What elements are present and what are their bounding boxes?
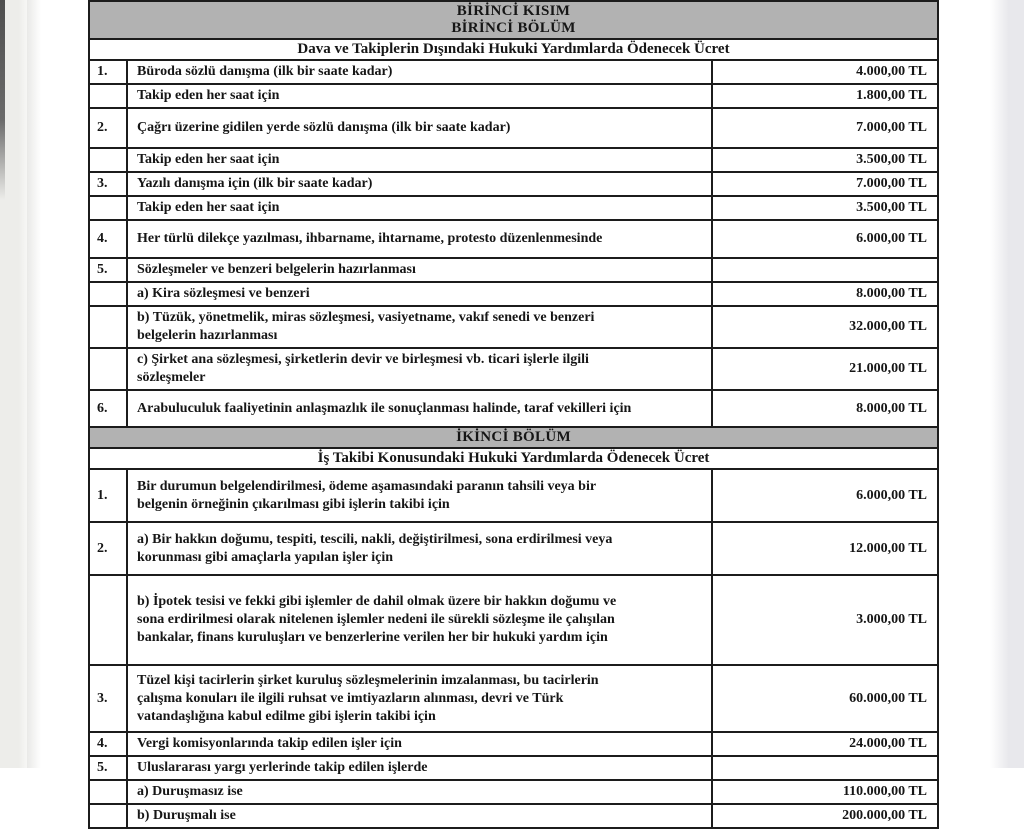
row-price: 12.000,00 TL <box>712 522 938 575</box>
row-price <box>712 756 938 780</box>
row-description: Yazılı danışma için (ilk bir saate kadar) <box>127 172 712 196</box>
fee-row <box>89 732 938 756</box>
row-number <box>89 306 127 348</box>
row-description: Çağrı üzerine gidilen yerde sözlü danışma (ilk bir saate kadar) <box>127 108 712 148</box>
section-1-title: BİRİNCİ BÖLÜM <box>451 20 576 36</box>
row-number <box>89 348 127 390</box>
row-description: Her türlü dilekçe yazılması, ihbarname, ihtarname, protesto düzenlenmesinde <box>127 220 712 258</box>
row-description: a) Duruşmasız ise <box>127 780 712 804</box>
row-price: 110.000,00 TL <box>712 780 938 804</box>
row-number: 4. <box>89 732 127 756</box>
fee-row <box>89 804 938 828</box>
fee-row <box>89 258 938 282</box>
row-number: 6. <box>89 390 127 427</box>
row-number <box>89 575 127 665</box>
scanner-edge-artifact <box>0 0 5 200</box>
fee-row <box>89 575 938 665</box>
row-description: a) Kira sözleşmesi ve benzeri <box>127 282 712 306</box>
row-price: 32.000,00 TL <box>712 306 938 348</box>
fee-row <box>89 84 938 108</box>
row-description: Vergi komisyonlarında takip edilen işler için <box>127 732 712 756</box>
fee-row <box>89 780 938 804</box>
fee-row <box>89 282 938 306</box>
row-number <box>89 780 127 804</box>
row-description: Bir durumun belgelendirilmesi, ödeme aşamasındaki paranın tahsili veya bir belgenin örneğinin çıkarılması gibi işlerin takibi için <box>127 469 712 522</box>
fee-tariff-table <box>88 0 939 829</box>
row-number: 1. <box>89 469 127 522</box>
row-number: 2. <box>89 522 127 575</box>
fee-row <box>89 148 938 172</box>
scan-right-margin <box>990 0 1024 768</box>
row-price: 200.000,00 TL <box>712 804 938 828</box>
fee-row <box>89 306 938 348</box>
fee-row <box>89 522 938 575</box>
row-description: b) Tüzük, yönetmelik, miras sözleşmesi, vasiyetname, vakıf senedi ve benzeri belgelerin hazırlanması <box>127 306 712 348</box>
row-description: Takip eden her saat için <box>127 196 712 220</box>
fee-row <box>89 172 938 196</box>
row-price: 60.000,00 TL <box>712 665 938 732</box>
fee-row <box>89 196 938 220</box>
row-description: c) Şirket ana sözleşmesi, şirketlerin devir ve birleşmesi vb. ticari işlerle ilgili sözleşmeler <box>127 348 712 390</box>
fee-row <box>89 60 938 84</box>
row-description: a) Bir hakkın doğumu, tespiti, tescili, nakli, değiştirilmesi, sona erdirilmesi veya korunması gibi amaçlarla yapılan işler için <box>127 522 712 575</box>
row-price: 6.000,00 TL <box>712 469 938 522</box>
row-price: 3.000,00 TL <box>712 575 938 665</box>
row-description: Takip eden her saat için <box>127 148 712 172</box>
row-description: b) Duruşmalı ise <box>127 804 712 828</box>
row-number: 3. <box>89 172 127 196</box>
row-price: 8.000,00 TL <box>712 390 938 427</box>
row-description: Büroda sözlü danışma (ilk bir saate kadar) <box>127 60 712 84</box>
part-title: BİRİNCİ KISIM <box>456 3 571 19</box>
row-number: 5. <box>89 756 127 780</box>
fee-row <box>89 220 938 258</box>
row-price: 24.000,00 TL <box>712 732 938 756</box>
fee-row <box>89 390 938 427</box>
fee-row <box>89 108 938 148</box>
row-price: 3.500,00 TL <box>712 196 938 220</box>
row-number <box>89 148 127 172</box>
row-number: 3. <box>89 665 127 732</box>
row-description: Takip eden her saat için <box>127 84 712 108</box>
row-number <box>89 84 127 108</box>
row-price: 6.000,00 TL <box>712 220 938 258</box>
row-price: 8.000,00 TL <box>712 282 938 306</box>
row-price: 7.000,00 TL <box>712 108 938 148</box>
row-price: 21.000,00 TL <box>712 348 938 390</box>
row-description: Arabuluculuk faaliyetinin anlaşmazlık ile sonuçlanması halinde, taraf vekilleri için <box>127 390 712 427</box>
section-2-title: İKİNCİ BÖLÜM <box>89 427 938 448</box>
row-number: 4. <box>89 220 127 258</box>
fee-row <box>89 469 938 522</box>
row-price: 3.500,00 TL <box>712 148 938 172</box>
row-price <box>712 258 938 282</box>
row-number: 5. <box>89 258 127 282</box>
fee-row <box>89 756 938 780</box>
row-number: 1. <box>89 60 127 84</box>
row-description: Tüzel kişi tacirlerin şirket kuruluş sözleşmelerinin imzalanması, bu tacirlerin çalışma konuları ile ilgili ruhsat ve imtiyazların alınması, devri ve Türk vatandaşlığına kabul edilme gibi işlerin takibi için <box>127 665 712 732</box>
section-1-subtitle-row <box>89 39 938 60</box>
row-number: 2. <box>89 108 127 148</box>
row-price: 1.800,00 TL <box>712 84 938 108</box>
row-price: 4.000,00 TL <box>712 60 938 84</box>
section-2-header-band <box>89 427 938 448</box>
row-description: Uluslararası yargı yerlerinde takip edilen işlerde <box>127 756 712 780</box>
fee-row <box>89 665 938 732</box>
scan-left-shadow <box>27 0 41 768</box>
row-price: 7.000,00 TL <box>712 172 938 196</box>
row-description: b) İpotek tesisi ve fekki gibi işlemler de dahil olmak üzere bir hakkın doğumu ve sona erdirilmesi olarak nitelenen işlemler nedeni ile sürekli sözleşme ile çalışılan bankalar, finans kuruluşları ve benzerlerine verilen her bir hukuki yardım için <box>127 575 712 665</box>
part-header-band <box>89 1 938 39</box>
row-number <box>89 282 127 306</box>
row-number <box>89 196 127 220</box>
row-number <box>89 804 127 828</box>
section-1-subtitle: Dava ve Takiplerin Dışındaki Hukuki Yardımlarda Ödenecek Ücret <box>89 39 938 60</box>
section-2-subtitle-row <box>89 448 938 469</box>
row-description: Sözleşmeler ve benzeri belgelerin hazırlanması <box>127 258 712 282</box>
fee-row <box>89 348 938 390</box>
section-2-subtitle: İş Takibi Konusundaki Hukuki Yardımlarda Ödenecek Ücret <box>89 448 938 469</box>
